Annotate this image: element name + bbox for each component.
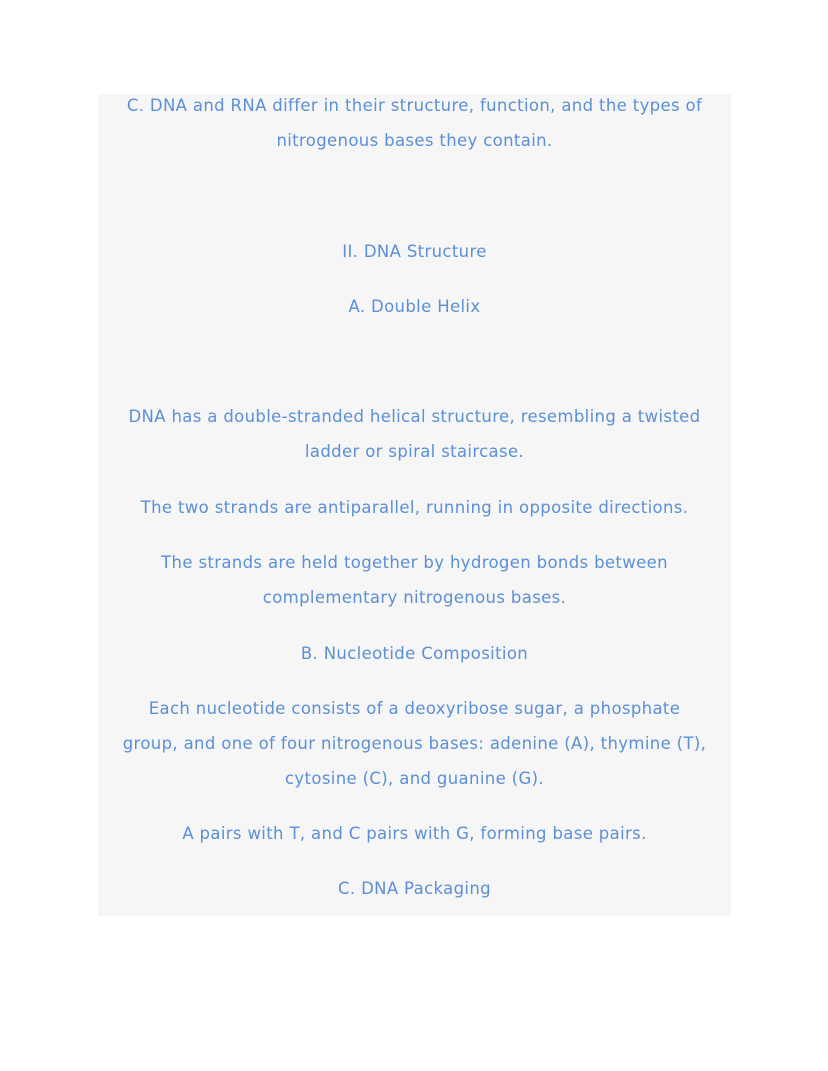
hydrogen-bonds-line-1: The strands are held together by hydrogen bonds between (161, 553, 668, 572)
nucleotide-line-1: Each nucleotide consists of a deoxyribose sugar, a phosphate (148, 699, 681, 718)
double-helix-line-1: DNA has a double-stranded helical structure, resembling a twisted (128, 407, 701, 426)
section-heading-dna-structure: II. DNA Structure (342, 242, 487, 261)
base-pairs-line: A pairs with T, and C pairs with G, forming base pairs. (182, 824, 647, 843)
antiparallel-line: The two strands are antiparallel, running in opposite directions. (140, 498, 689, 517)
document-panel (98, 94, 731, 916)
nucleotide-line-2: group, and one of four nitrogenous bases: adenine (A), thymine (T), (122, 734, 707, 753)
intro-line-1: C. DNA and RNA differ in their structure, function, and the types of (126, 96, 703, 115)
double-helix-line-2: ladder or spiral staircase. (304, 442, 525, 461)
nucleotide-line-3: cytosine (C), and guanine (G). (285, 769, 544, 788)
subheading-nucleotide-composition: B. Nucleotide Composition (300, 644, 529, 663)
intro-line-2: nitrogenous bases they contain. (276, 131, 553, 150)
subheading-double-helix: A. Double Helix (348, 297, 481, 316)
subheading-dna-packaging: C. DNA Packaging (338, 879, 491, 898)
hydrogen-bonds-line-2: complementary nitrogenous bases. (262, 588, 567, 607)
